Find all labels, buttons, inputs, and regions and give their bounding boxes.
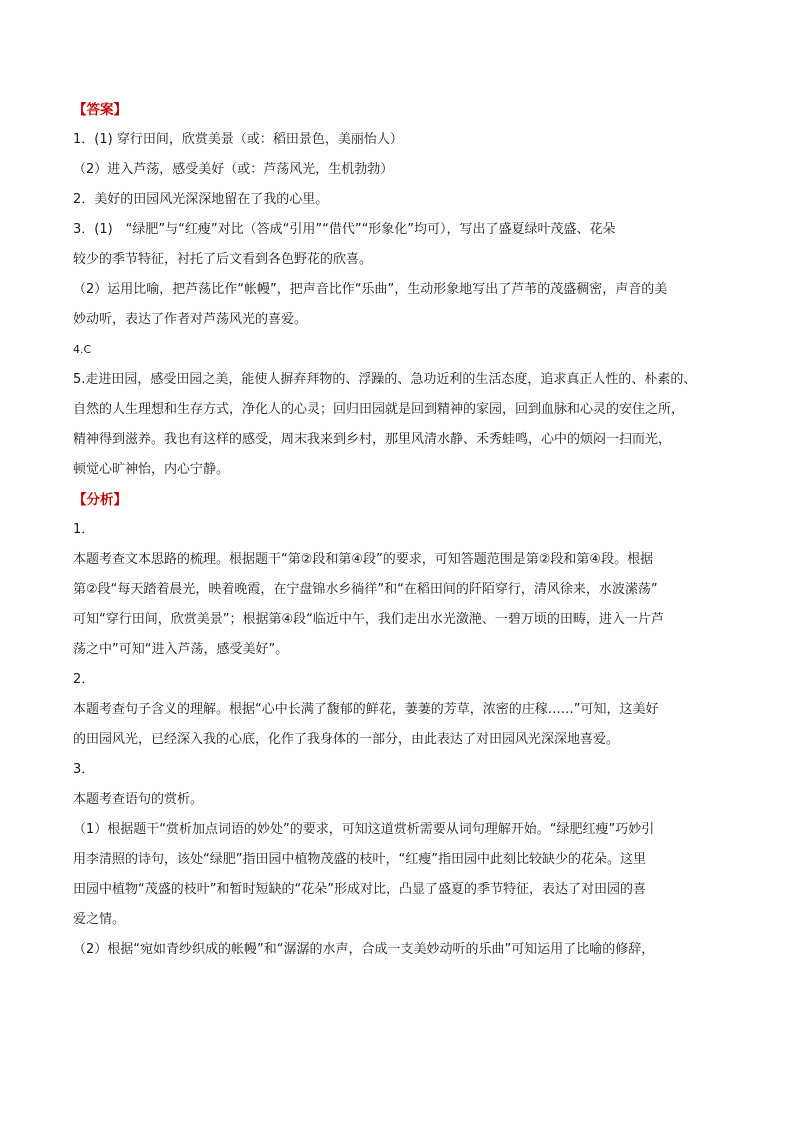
analysis-line: 可知“穿行田间，欣赏美景”；根据第④段“临近中午，我们走出水光潋滟、一碧万顷的田畴，进入一片芦 — [73, 612, 664, 627]
answer-line: 较少的季节特征，衬托了后文看到各色野花的欣喜。 — [73, 252, 373, 267]
analysis-line: 本题考查句子含义的理解。根据“心中长满了馥郁的鲜花，萋萋的芳草，浓密的庄稼……”可知，这美好 — [73, 702, 659, 717]
answer-line: 自然的人生理想和生存方式，净化人的心灵；回归田园就是回到精神的家园，回到血脉和心灵的安住之所， — [73, 402, 685, 417]
heading-bracket-open: 【 — [73, 102, 87, 118]
answer-line: （2）运用比喻，把芦荡比作“帐幔”，把声音比作“乐曲”，生动形象地写出了芦苇的茂盛稠密，声音的美 — [73, 282, 668, 297]
analysis-line: 1． — [73, 522, 95, 537]
analysis-line: 荡之中”可知“进入芦荡，感受美好”。 — [73, 642, 289, 657]
analysis-line: 本题考查语句的赏析。 — [73, 792, 204, 807]
analysis-line: 田园中植物“茂盛的枝叶”和暂时短缺的“花朵”形成对比，凸显了盛夏的季节特征，表达了对田园的喜 — [73, 882, 646, 897]
answer-line: 5.走进田园，感受田园之美，能使人摒弃拜物的、浮躁的、急功近利的生活态度，追求真正人性的、朴素的、 — [73, 372, 697, 387]
answer-line: 顿觉心旷神怡，内心宁静。 — [73, 462, 230, 477]
analysis-line: 2． — [73, 672, 95, 687]
heading-bracket-close: 】 — [113, 102, 127, 118]
heading-bracket-open: 【 — [73, 492, 87, 508]
answer-line: 1．(1) 穿行田间，欣赏美景（或：稻田景色，美丽怡人） — [73, 132, 403, 147]
document-content — [73, 95, 723, 965]
analysis-line: 用李清照的诗句，该处“绿肥”指田园中植物茂盛的枝叶，“红瘦”指田园中此刻比较缺少的花朵。这里 — [73, 852, 646, 867]
answer-heading-text: 答案 — [86, 102, 114, 118]
answer-line: 3．(1) “绿肥”与“红瘦”对比（答成“引用”“借代”“形象化”均可），写出了盛夏绿叶茂盛、花朵 — [73, 222, 616, 237]
analysis-line: 第②段“每天踏着晨光，映着晚霞，在宁盘锦水乡徜徉”和“在稻田间的阡陌穿行，清风徐来，水波潆荡” — [73, 582, 658, 597]
analysis-heading — [73, 485, 723, 515]
answer-heading — [73, 95, 723, 125]
analysis-line: 3． — [73, 762, 95, 777]
answer-line: 4.C — [73, 343, 92, 356]
analysis-heading-text: 分析 — [86, 492, 114, 508]
answer-line: 2．美好的田园风光深深地留在了我的心里。 — [73, 192, 329, 207]
analysis-line: 的田园风光，已经深入我的心底，化作了我身体的一部分，由此表达了对田园风光深深地喜爱。 — [73, 732, 620, 747]
analysis-line: （1）根据题干“赏析加点词语的妙处”的要求，可知这道赏析需要从词句理解开始。“绿肥红瘦”巧妙引 — [73, 822, 655, 837]
analysis-line: 爱之情。 — [73, 912, 126, 927]
answer-line: 妙动听，表达了作者对芦荡风光的喜爱。 — [73, 312, 308, 327]
answer-line: 精神得到滋养。我也有这样的感受，周末我来到乡村，那里风清水静、禾秀蛙鸣，心中的烦闷一扫而光， — [73, 432, 672, 447]
analysis-line: 本题考查文本思路的梳理。根据题干“第②段和第④段”的要求，可知答题范围是第②段和第④段。根据 — [73, 552, 654, 567]
answer-line: （2）进入芦荡，感受美好（或：芦荡风光，生机勃勃） — [73, 162, 394, 177]
analysis-line: （2）根据“宛如青纱织成的帐幔”和“潺潺的水声，合成一支美妙动听的乐曲”可知运用了比喻的修辞， — [73, 942, 655, 957]
heading-bracket-close: 】 — [113, 492, 127, 508]
